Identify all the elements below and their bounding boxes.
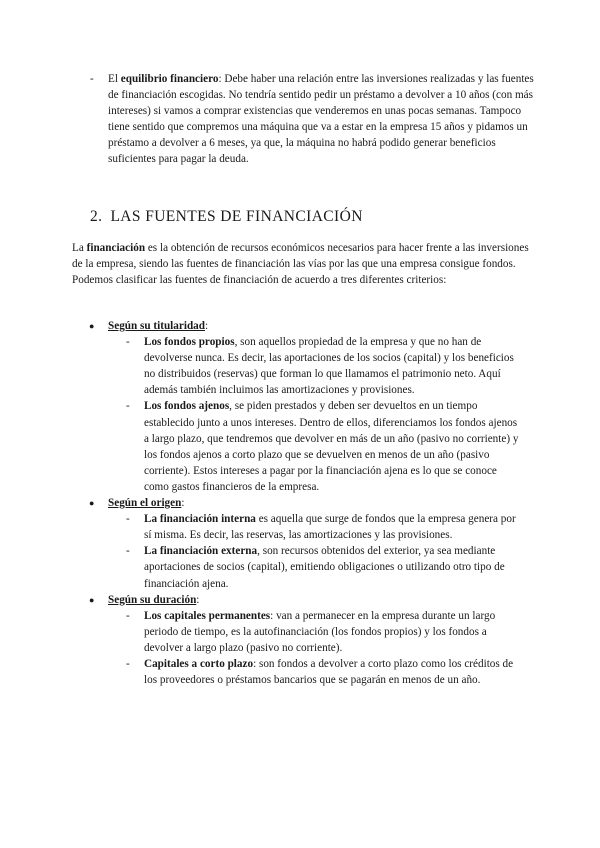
dash-marker: -	[126, 400, 130, 413]
bullet-icon: ●	[89, 594, 95, 605]
equilibrio-pre: El	[108, 73, 121, 85]
criteria-list	[72, 318, 532, 688]
criterion-label: Según su duración	[108, 593, 197, 606]
dash-marker: -	[126, 657, 130, 670]
sub-item-fondos-propios	[72, 334, 532, 398]
dash-marker: -	[126, 609, 130, 622]
sub-item-term: Los fondos propios	[144, 336, 235, 349]
sub-item-text	[144, 543, 524, 591]
sub-item-financiacion-externa	[72, 543, 532, 591]
criterion-duracion	[72, 592, 532, 689]
equilibrio-list-item	[90, 71, 540, 168]
sub-item-text	[144, 656, 524, 688]
sub-item-term: Capitales a corto plazo	[144, 657, 254, 670]
paragraph-rest: es la obtención de recursos económicos necesarios para hacer frente a las inversiones de la empresa, siendo las fuentes de financiación las vías por las que una empresa consigue fondos. Podemos clasificar las fuentes de financiación de acuerdo a tres diferentes criterios:	[72, 242, 529, 287]
sub-item-rest: , son recursos obtenidos del exterior, ya sea mediante aportaciones de socios (capital), emitiendo obligaciones o utilizando otro tipo de financiación ajena.	[144, 545, 505, 590]
dash-marker: -	[126, 513, 130, 526]
criterion-suffix: :	[205, 320, 209, 332]
sub-item-rest: , se piden prestados y deben ser devueltos en un tiempo establecido junto a unos intereses. Dentro de ellos, diferenciamos los fondos ajenos a largo plazo, que tendremos que devolver en más de un año (pasivo no corriente) y los fondos ajenos a corto plazo que se devuelven en menos de un año (pasivo corriente). Estos intereses a pagar por la financiación ajena es lo que se conoce como gastos financieros de la empresa.	[144, 400, 519, 493]
equilibrio-term: equilibrio financiero	[120, 73, 219, 85]
financiacion-paragraph	[72, 240, 532, 288]
sub-item-capitales-permanentes	[72, 608, 532, 656]
sub-item-fondos-ajenos	[72, 398, 532, 495]
criterion-heading	[72, 318, 532, 334]
dash-marker: -	[126, 336, 130, 349]
dash-marker: -	[126, 545, 130, 558]
sub-item-term: Los capitales permanentes	[144, 609, 271, 622]
sub-item-text	[144, 608, 524, 656]
sub-item-capitales-corto-plazo	[72, 656, 532, 688]
criterion-titularidad	[72, 318, 532, 495]
paragraph-term: financiación	[86, 242, 146, 254]
paragraph-pre: La	[72, 242, 87, 254]
criterion-label: Según el origen	[108, 497, 182, 510]
sub-item-rest: : son fondos a devolver a corto plazo como los créditos de los proveedores o préstamos bancarios que se pagarán en menos de un año.	[144, 657, 514, 687]
sub-item-term: La financiación interna	[144, 513, 256, 526]
sub-item-financiacion-interna	[72, 511, 532, 543]
bullet-icon: ●	[89, 321, 95, 331]
criterion-suffix: :	[196, 593, 200, 606]
dash-marker: -	[90, 73, 94, 85]
sub-item-term: Los fondos ajenos	[144, 400, 230, 413]
criterion-label: Según su titularidad	[108, 320, 205, 332]
bullet-icon: ●	[89, 498, 95, 509]
section-number: 2.	[90, 208, 103, 225]
sub-item-rest: es aquella que surge de fondos que la empresa genera por sí misma. Es decir, las reservas, las amortizaciones y las provisiones.	[144, 513, 516, 542]
sub-item-text	[144, 511, 524, 543]
equilibrio-rest: : Debe haber una relación entre las inversiones realizadas y las fuentes de financiación escogidas. No tendría sentido pedir un préstamo a devolver a 10 años (con más intereses) si vamos a comprar existencias que venderemos en unas pocas semanas. Tampoco tiene sentido que compremos una máquina que va a estar en la empresa 15 años y pidamos un préstamo a devolver a 6 meses, ya que, la máquina no habrá podido generar beneficios suficientes para pagar la deuda.	[108, 73, 534, 166]
criterion-origen	[72, 495, 532, 592]
sub-item-term: La financiación externa	[144, 545, 258, 558]
equilibrio-text	[108, 71, 540, 168]
criterion-suffix: :	[181, 497, 185, 510]
criterion-heading	[72, 495, 532, 511]
section-title: LAS FUENTES DE FINANCIACIÓN	[110, 208, 363, 225]
sub-item-text	[144, 334, 524, 398]
sub-item-rest: : van a permanecer en la empresa durante un largo periodo de tiempo, es la autofinanciación (los fondos propios) y los fondos a devolver a largo plazo (pasivo no corriente).	[144, 609, 496, 654]
sub-item-text	[144, 398, 524, 495]
sub-item-rest: , son aquellos propiedad de la empresa y que no han de devolverse nunca. Es decir, las aportaciones de los socios (capital) y los beneficios no distribuidos (reservas) que forman lo que llamamos el patrimonio neto. Aquí además también incluimos las amortizaciones y provisiones.	[144, 336, 514, 397]
criterion-heading	[72, 592, 532, 608]
section-heading	[90, 208, 363, 226]
